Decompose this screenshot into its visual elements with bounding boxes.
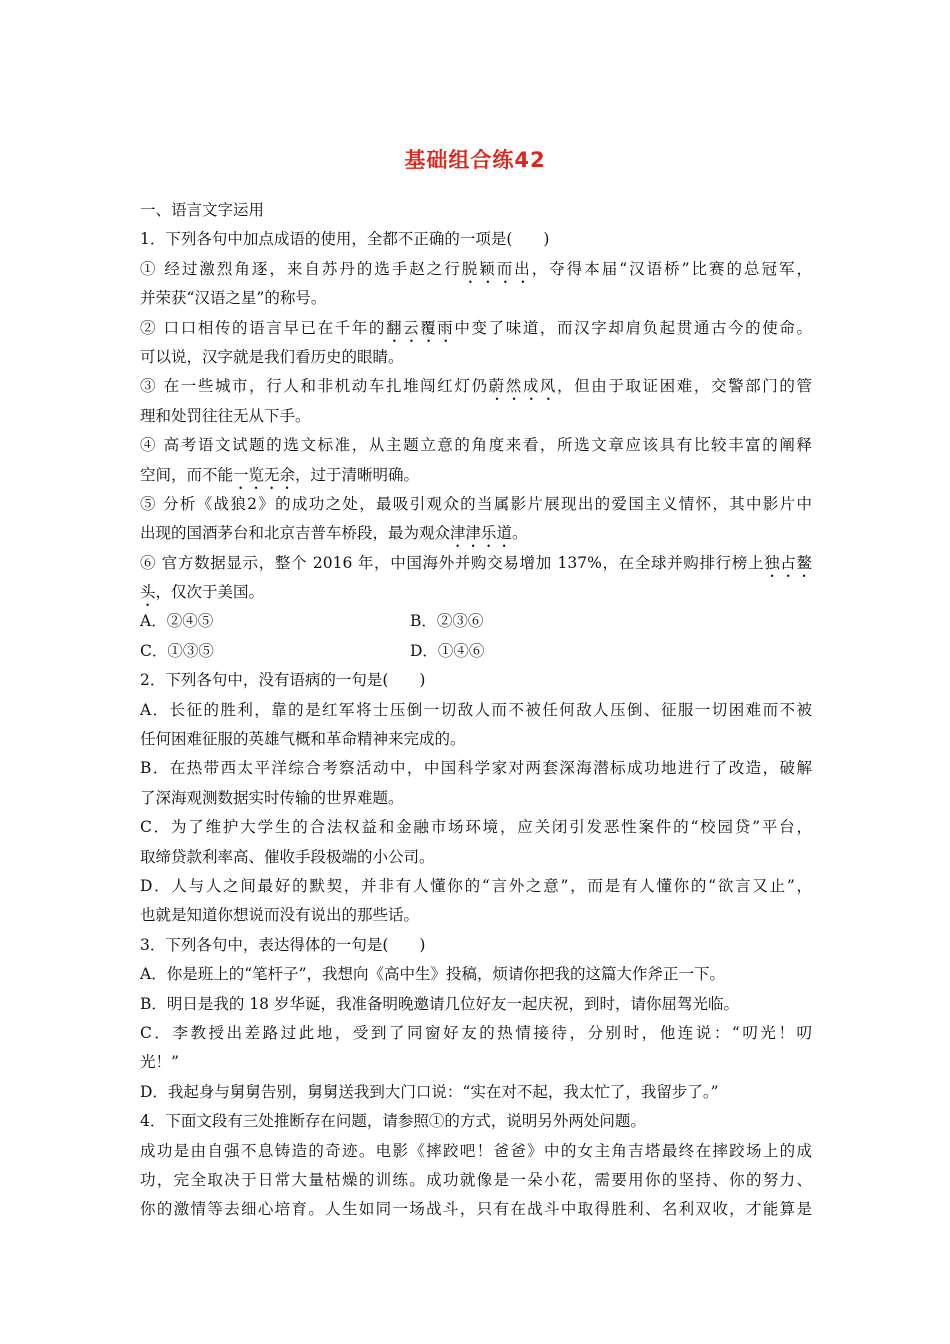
option-c: C．①③⑤ — [140, 641, 214, 660]
q2-option-d-cont: 也就是知道你想说而没有说出的那些话。 — [140, 906, 420, 925]
emphasized-idiom: 翻云覆雨 — [385, 318, 455, 337]
q1-sentence-1 — [140, 255, 812, 284]
q3-option-a: A．你是班上的“笔杆子”，我想向《高中生》投稿，烦请你把我的这篇大作斧正一下。 — [140, 965, 726, 984]
q1-sentence-3-cont: 理和处罚往往无从下手。 — [140, 406, 311, 425]
q4-passage-line-3: 你的激情等去细心培育。人生如同一场战斗，只有在战斗中取得胜利、名利双收，才能算是 — [140, 1200, 812, 1219]
text: ① 经过激烈角逐，来自苏丹的选手赵之行 — [140, 259, 462, 278]
text: ② 口口相传的语言早已在千年的 — [140, 318, 386, 337]
q1-options-row-2 — [140, 637, 812, 666]
q3-stem: 3．下列各句中，表达得体的一句是( ) — [140, 935, 426, 954]
emphasized-idiom: 脱颖而出 — [461, 259, 532, 278]
q2-option-d: D．人与人之间最好的默契，并非有人懂你的“言外之意”，而是有人懂你的“欲言又止”， — [140, 876, 812, 895]
q1-sentence-1-cont: 并荣获“汉语之星”的称号。 — [140, 289, 327, 308]
q1-sentence-2 — [140, 314, 812, 343]
q2-option-c-cont: 取缔贷款利率高、催收手段极端的小公司。 — [140, 847, 435, 866]
q1-sentence-4-cont — [140, 461, 812, 490]
section-heading: 一、语言文字运用 — [140, 201, 265, 219]
q3-option-b: B．明日是我的 18 岁华诞，我准备明晚邀请几位好友一起庆祝，到时，请你屈驾光临。 — [140, 994, 739, 1013]
q2-stem: 2．下列各句中，没有语病的一句是( ) — [140, 671, 426, 690]
option-a: A．②④⑤ — [140, 612, 214, 631]
q4-passage-line-2: 功，完全取决于日常大量枯燥的训练。成功就像是一朵小花，需要用你的坚持、你的努力、 — [140, 1170, 812, 1189]
page-title: 基础组合练42 — [404, 148, 546, 172]
q2-option-a-cont: 任何困难征服的英雄气概和革命精神来完成的。 — [140, 730, 466, 749]
text: 中变了味道，而汉字却肩负起贯通古今的使命。 — [454, 318, 812, 337]
q1-sentence-3 — [140, 372, 812, 401]
document-body — [140, 196, 812, 1225]
option-d: D．①④⑥ — [410, 641, 485, 660]
q1-sentence-4: ④ 高考语文试题的选文标准，从主题立意的角度来看，所选文章应该具有比较丰富的阐释 — [140, 436, 812, 455]
option-b: B．②③⑥ — [410, 612, 484, 631]
q2-option-c: C．为了维护大学生的合法权益和金融市场环境，应关闭引发恶性案件的“校园贷”平台， — [140, 818, 812, 837]
q1-options-row-1 — [140, 607, 812, 636]
q1-sentence-5-cont — [140, 519, 812, 548]
q3-option-c-cont: 光！” — [140, 1053, 179, 1072]
text: 空间，而不能 — [140, 465, 234, 484]
q2-option-a: A．长征的胜利，靠的是红军将士压倒一切敌人而不被任何敌人压倒、征服一切困难而不被 — [140, 700, 812, 719]
emphasized-idiom: 津津乐道 — [450, 524, 513, 543]
text: ，仅次于美国。 — [155, 583, 265, 602]
q3-option-c: C．李教授出差路过此地，受到了同窗好友的热情接待，分别时，他连说：“叨光！叨 — [140, 1023, 812, 1042]
text: 。 — [512, 524, 528, 543]
text: ③ 在一些城市，行人和非机动车扎堆闯红灯仍 — [140, 377, 489, 396]
q2-option-b: B．在热带西太平洋综合考察活动中，中国科学家对两套深海潜标成功地进行了改造，破解 — [140, 759, 812, 778]
emphasized-idiom: 蔚然成风 — [488, 377, 558, 396]
text: ，夺得本届“汉语桥”比赛的总冠军， — [531, 259, 812, 278]
q1-sentence-6-cont — [140, 578, 812, 607]
emphasized-idiom: 独占鳌 — [764, 553, 812, 572]
emphasized-idiom: 一览无余 — [233, 465, 296, 484]
text: ⑥ 官方数据显示，整个 2016 年，中国海外并购交易增加 137%，在全球并购排行榜上 — [140, 553, 765, 572]
q1-sentence-5: ⑤ 分析《战狼2》的成功之处，最吸引观众的当属影片展现出的爱国主义情怀，其中影片中 — [140, 494, 812, 513]
text: ，过于清晰明确。 — [295, 465, 420, 484]
text: ，但由于取证困难，交警部门的管 — [557, 377, 812, 396]
q1-sentence-6 — [140, 549, 812, 578]
q1-stem: 1．下列各句中加点成语的使用，全都不正确的一项是( ) — [140, 230, 550, 249]
text: 出现的国酒茅台和北京吉普车桥段，最为观众 — [140, 524, 451, 543]
q4-stem: 4．下面文段有三处推断存在问题，请参照①的方式，说明另外两处问题。 — [140, 1112, 646, 1131]
q1-sentence-2-cont: 可以说，汉字就是我们看历史的眼睛。 — [140, 347, 404, 366]
q3-option-d: D．我起身与舅舅告别，舅舅送我到大门口说：“实在对不起，我太忙了，我留步了。” — [140, 1082, 719, 1101]
q4-passage-line-1: 成功是由自强不息铸造的奇迹。电影《摔跤吧！爸爸》中的女主角吉塔最终在摔跤场上的成 — [140, 1141, 812, 1160]
q2-option-b-cont: 了深海观测数据实时传输的世界难题。 — [140, 788, 404, 807]
emphasized-idiom: 头 — [140, 583, 156, 602]
